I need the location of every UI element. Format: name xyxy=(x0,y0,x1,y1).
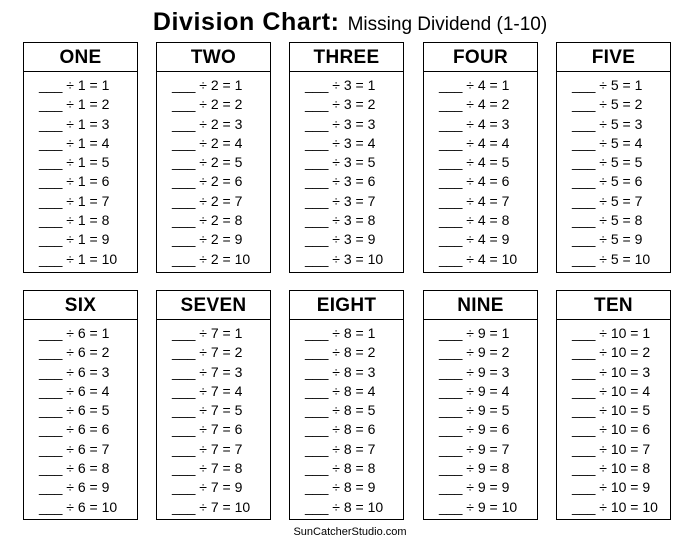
equation: ___ ÷ 1 = 5 xyxy=(39,154,110,171)
chart-box-eight xyxy=(289,290,404,520)
equation: ___ ÷ 1 = 10 xyxy=(39,250,118,267)
equation: ___ ÷ 1 = 9 xyxy=(39,231,110,248)
equation: ___ ÷ 6 = 6 xyxy=(39,421,110,438)
equation: ___ ÷ 4 = 6 xyxy=(439,173,510,190)
box-heading: EIGHT xyxy=(290,291,403,320)
equation: ___ ÷ 4 = 7 xyxy=(439,192,510,209)
box-heading: SEVEN xyxy=(157,291,270,320)
equation-list xyxy=(557,72,670,269)
equation: ___ ÷ 9 = 8 xyxy=(439,460,510,477)
box-heading: SIX xyxy=(24,291,137,320)
equation: ___ ÷ 1 = 4 xyxy=(39,134,110,151)
equation: ___ ÷ 6 = 7 xyxy=(39,440,110,457)
equation: ___ ÷ 4 = 5 xyxy=(439,154,510,171)
equation: ___ ÷ 10 = 4 xyxy=(572,382,651,399)
equation: ___ ÷ 2 = 9 xyxy=(172,231,243,248)
chart-box-one xyxy=(23,42,138,273)
equation: ___ ÷ 2 = 7 xyxy=(172,192,243,209)
equation: ___ ÷ 5 = 5 xyxy=(572,154,643,171)
equation: ___ ÷ 3 = 10 xyxy=(305,250,384,267)
equation: ___ ÷ 7 = 6 xyxy=(172,421,243,438)
equation: ___ ÷ 6 = 2 xyxy=(39,344,110,361)
title-main: Division Chart: xyxy=(152,8,340,36)
equation: ___ ÷ 4 = 10 xyxy=(439,250,518,267)
equation: ___ ÷ 3 = 1 xyxy=(305,77,376,93)
equation: ___ ÷ 2 = 5 xyxy=(172,154,243,171)
equation: ___ ÷ 9 = 1 xyxy=(439,325,510,341)
equation: ___ ÷ 7 = 2 xyxy=(172,344,243,361)
equation: ___ ÷ 6 = 10 xyxy=(39,498,118,515)
equation: ___ ÷ 8 = 7 xyxy=(305,440,376,457)
equation: ___ ÷ 3 = 5 xyxy=(305,154,376,171)
equation: ___ ÷ 6 = 4 xyxy=(39,382,110,399)
equation: ___ ÷ 3 = 6 xyxy=(305,173,376,190)
equation: ___ ÷ 2 = 2 xyxy=(172,96,243,113)
equation: ___ ÷ 1 = 7 xyxy=(39,192,110,209)
equation: ___ ÷ 7 = 8 xyxy=(172,460,243,477)
equation: ___ ÷ 1 = 8 xyxy=(39,212,110,229)
box-heading: TEN xyxy=(557,291,670,320)
equation: ___ ÷ 8 = 8 xyxy=(305,460,376,477)
equation: ___ ÷ 3 = 2 xyxy=(305,96,376,113)
equation: ___ ÷ 10 = 1 xyxy=(572,325,651,341)
equation-list xyxy=(24,72,137,269)
equation-list xyxy=(24,320,137,517)
equation: ___ ÷ 9 = 7 xyxy=(439,440,510,457)
equation-list xyxy=(424,320,537,517)
equation: ___ ÷ 7 = 1 xyxy=(172,325,243,341)
equation-list xyxy=(290,320,403,517)
footer-credit: SunCatcherStudio.com xyxy=(293,526,407,538)
equation: ___ ÷ 9 = 2 xyxy=(439,344,510,361)
equation: ___ ÷ 6 = 9 xyxy=(39,479,110,496)
equation: ___ ÷ 4 = 8 xyxy=(439,212,510,229)
box-heading: TWO xyxy=(157,43,270,72)
equation: ___ ÷ 2 = 1 xyxy=(172,77,243,93)
equation-list xyxy=(157,72,270,269)
equation: ___ ÷ 5 = 7 xyxy=(572,192,643,209)
equation: ___ ÷ 9 = 9 xyxy=(439,479,510,496)
equation: ___ ÷ 8 = 9 xyxy=(305,479,376,496)
equation: ___ ÷ 3 = 8 xyxy=(305,212,376,229)
equation: ___ ÷ 6 = 8 xyxy=(39,460,110,477)
equation-list xyxy=(557,320,670,517)
equation: ___ ÷ 1 = 1 xyxy=(39,77,110,93)
equation: ___ ÷ 2 = 10 xyxy=(172,250,251,267)
equation: ___ ÷ 5 = 9 xyxy=(572,231,643,248)
equation: ___ ÷ 8 = 2 xyxy=(305,344,376,361)
equation: ___ ÷ 8 = 10 xyxy=(305,498,384,515)
equation: ___ ÷ 8 = 5 xyxy=(305,402,376,419)
chart-box-four xyxy=(423,42,538,273)
equation: ___ ÷ 8 = 1 xyxy=(305,325,376,341)
equation: ___ ÷ 8 = 6 xyxy=(305,421,376,438)
equation: ___ ÷ 10 = 6 xyxy=(572,421,651,438)
equation: ___ ÷ 4 = 4 xyxy=(439,134,510,151)
title-subtitle: Missing Dividend (1-10) xyxy=(347,14,548,35)
box-heading: FIVE xyxy=(557,43,670,72)
equation: ___ ÷ 4 = 3 xyxy=(439,115,510,132)
equation: ___ ÷ 9 = 6 xyxy=(439,421,510,438)
equation: ___ ÷ 3 = 9 xyxy=(305,231,376,248)
equation: ___ ÷ 10 = 9 xyxy=(572,479,651,496)
equation: ___ ÷ 8 = 3 xyxy=(305,363,376,380)
equation: ___ ÷ 5 = 4 xyxy=(572,134,643,151)
equation: ___ ÷ 10 = 10 xyxy=(572,498,658,515)
chart-box-ten xyxy=(556,290,671,520)
equation: ___ ÷ 5 = 6 xyxy=(572,173,643,190)
equation: ___ ÷ 3 = 3 xyxy=(305,115,376,132)
equation: ___ ÷ 1 = 6 xyxy=(39,173,110,190)
equation: ___ ÷ 2 = 8 xyxy=(172,212,243,229)
equation: ___ ÷ 7 = 4 xyxy=(172,382,243,399)
equation: ___ ÷ 2 = 6 xyxy=(172,173,243,190)
equation: ___ ÷ 2 = 4 xyxy=(172,134,243,151)
equation: ___ ÷ 8 = 4 xyxy=(305,382,376,399)
chart-box-six xyxy=(23,290,138,520)
equation: ___ ÷ 5 = 3 xyxy=(572,115,643,132)
equation: ___ ÷ 6 = 3 xyxy=(39,363,110,380)
equation: ___ ÷ 10 = 7 xyxy=(572,440,651,457)
equation-list xyxy=(424,72,537,269)
equation: ___ ÷ 9 = 10 xyxy=(439,498,518,515)
equation: ___ ÷ 3 = 4 xyxy=(305,134,376,151)
box-heading: THREE xyxy=(290,43,403,72)
equation: ___ ÷ 9 = 3 xyxy=(439,363,510,380)
equation-list xyxy=(290,72,403,269)
equation: ___ ÷ 7 = 10 xyxy=(172,498,251,515)
equation: ___ ÷ 7 = 9 xyxy=(172,479,243,496)
equation: ___ ÷ 4 = 2 xyxy=(439,96,510,113)
page-title xyxy=(0,6,700,38)
equation: ___ ÷ 9 = 4 xyxy=(439,382,510,399)
equation: ___ ÷ 10 = 5 xyxy=(572,402,651,419)
equation: ___ ÷ 4 = 1 xyxy=(439,77,510,93)
equation: ___ ÷ 10 = 8 xyxy=(572,460,651,477)
equation: ___ ÷ 4 = 9 xyxy=(439,231,510,248)
equation: ___ ÷ 5 = 1 xyxy=(572,77,643,93)
equation: ___ ÷ 2 = 3 xyxy=(172,115,243,132)
equation: ___ ÷ 3 = 7 xyxy=(305,192,376,209)
equation: ___ ÷ 5 = 2 xyxy=(572,96,643,113)
equation: ___ ÷ 1 = 3 xyxy=(39,115,110,132)
equation: ___ ÷ 6 = 1 xyxy=(39,325,110,341)
equation: ___ ÷ 10 = 2 xyxy=(572,344,651,361)
chart-box-seven xyxy=(156,290,271,520)
equation: ___ ÷ 5 = 8 xyxy=(572,212,643,229)
chart-box-two xyxy=(156,42,271,273)
box-heading: ONE xyxy=(24,43,137,72)
equation: ___ ÷ 7 = 7 xyxy=(172,440,243,457)
chart-box-three xyxy=(289,42,404,273)
equation-list xyxy=(157,320,270,517)
chart-box-five xyxy=(556,42,671,273)
box-heading: NINE xyxy=(424,291,537,320)
chart-box-nine xyxy=(423,290,538,520)
equation: ___ ÷ 7 = 5 xyxy=(172,402,243,419)
equation: ___ ÷ 10 = 3 xyxy=(572,363,651,380)
box-heading: FOUR xyxy=(424,43,537,72)
equation: ___ ÷ 7 = 3 xyxy=(172,363,243,380)
equation: ___ ÷ 6 = 5 xyxy=(39,402,110,419)
equation: ___ ÷ 9 = 5 xyxy=(439,402,510,419)
equation: ___ ÷ 1 = 2 xyxy=(39,96,110,113)
equation: ___ ÷ 5 = 10 xyxy=(572,250,651,267)
